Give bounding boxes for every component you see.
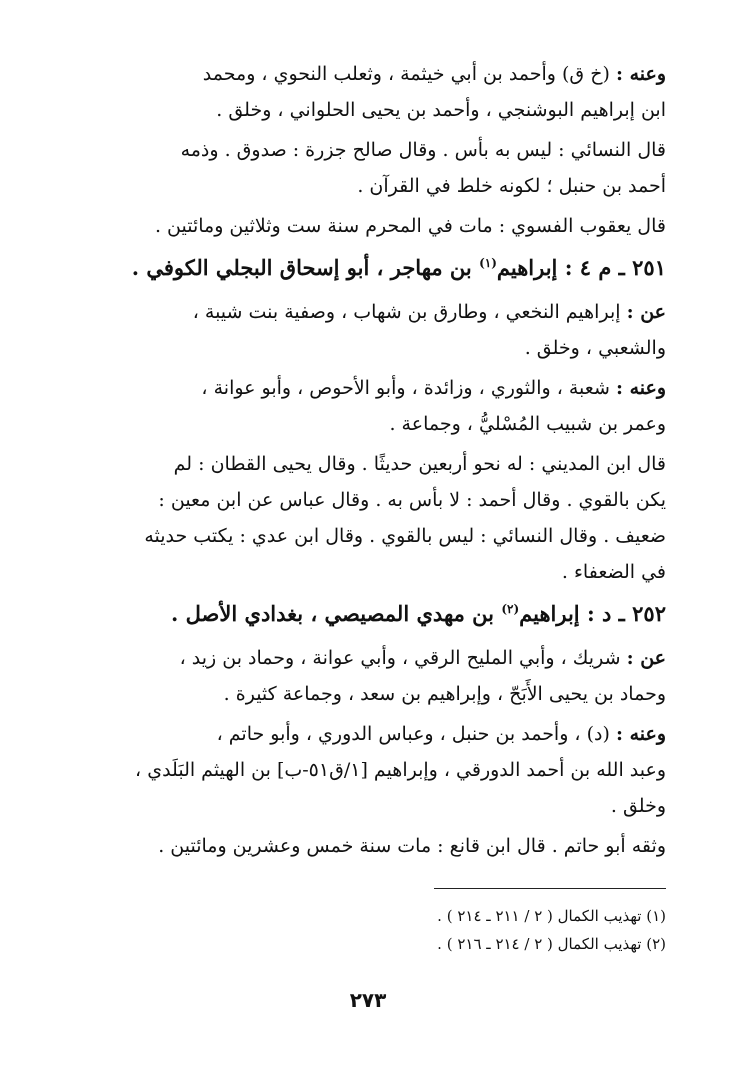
heading-text: ٢٥١ ـ م ٤ : إبراهيم bbox=[496, 255, 666, 280]
text-line: قال النسائي : ليس به بأس . وقال صالح جزرة : صدوق . وذمه bbox=[180, 139, 666, 161]
text-line: وثقه أبو حاتم . قال ابن قانع : مات سنة خمس وعشرين ومائتين . bbox=[158, 835, 666, 857]
entry-death bbox=[88, 208, 666, 244]
text-line: يكن بالقوي . وقال أحمد : لا بأس به . وقال عباس عن ابن معين : bbox=[158, 489, 666, 511]
entry-grading bbox=[88, 828, 666, 864]
entry-heading-252 bbox=[88, 594, 666, 634]
footnote-separator bbox=[434, 888, 666, 889]
text-line bbox=[88, 716, 666, 752]
text-line bbox=[88, 294, 666, 330]
text-line bbox=[88, 640, 666, 676]
heading-text: بن مهدي المصيصي ، بغدادي الأصل . bbox=[171, 601, 502, 626]
text-line: ابن إبراهيم البوشنجي ، وأحمد بن يحيى الحلواني ، وخلق . bbox=[216, 99, 666, 121]
text-line: وعمر بن شبيب المُسْليُّ ، وجماعة . bbox=[389, 413, 666, 435]
entry-grading bbox=[88, 132, 666, 204]
heading-text: بن مهاجر ، أبو إسحاق البجلي الكوفي . bbox=[131, 255, 480, 280]
teachers-label: عن : bbox=[626, 647, 666, 669]
text-line: وحماد بن يحيى الأَبَحّ ، وإبراهيم بن سعد ، وجماعة كثيرة . bbox=[223, 683, 666, 705]
footnote: (١) تهذيب الكمال ( ٢ / ٢١١ ـ ٢١٤ ) . bbox=[437, 907, 666, 925]
students-text: شعبة ، والثوري ، وزائدة ، وأبو الأحوص ، وأبو عوانة ، bbox=[201, 377, 610, 399]
text-line: قال ابن المديني : له نحو أربعين حديثًا . وقال يحيى القطان : لم bbox=[173, 453, 666, 475]
page-body bbox=[88, 56, 666, 868]
teachers-text: شريك ، وأبي المليح الرقي ، وأبي عوانة ، وحماد بن زيد ، bbox=[179, 647, 621, 669]
text-line: ضعيف . وقال النسائي : ليس بالقوي . وقال ابن عدي : يكتب حديثه bbox=[144, 525, 666, 547]
students-text: (خ ق) وأحمد بن أبي خيثمة ، وثعلب النحوي ، ومحمد bbox=[202, 63, 610, 85]
text-line: والشعبي ، وخلق . bbox=[524, 337, 666, 359]
students-label: وعنه : bbox=[615, 63, 666, 85]
footnote-ref: (٢) bbox=[501, 602, 520, 616]
text-line bbox=[88, 370, 666, 406]
students-label: وعنه : bbox=[615, 377, 666, 399]
entry-students bbox=[88, 716, 666, 824]
text-line: وخلق . bbox=[610, 795, 666, 817]
footnote: (٢) تهذيب الكمال ( ٢ / ٢١٤ ـ ٢١٦ ) . bbox=[437, 935, 666, 953]
entry-teachers bbox=[88, 640, 666, 712]
entry-heading-251 bbox=[88, 248, 666, 288]
heading-text: ٢٥٢ ـ د : إبراهيم bbox=[519, 601, 666, 626]
text-line: في الضعفاء . bbox=[561, 561, 666, 583]
entry-grading bbox=[88, 446, 666, 590]
teachers-label: عن : bbox=[626, 301, 666, 323]
text-line: أحمد بن حنبل ؛ لكونه خلط في القرآن . bbox=[357, 175, 666, 197]
page-number: ٢٧٣ bbox=[349, 988, 387, 1012]
students-label: وعنه : bbox=[615, 723, 666, 745]
students-text: (د) ، وأحمد بن حنبل ، وعباس الدوري ، وأبو حاتم ، bbox=[216, 723, 610, 745]
text-line: قال يعقوب الفسوي : مات في المحرم سنة ست وثلاثين ومائتين . bbox=[154, 215, 666, 237]
entry-students bbox=[88, 56, 666, 128]
teachers-text: إبراهيم النخعي ، وطارق بن شهاب ، وصفية بنت شيبة ، bbox=[192, 301, 621, 323]
entry-students bbox=[88, 370, 666, 442]
text-line: وعبد الله بن أحمد الدورقي ، وإبراهيم [١/ق٥١-ب] بن الهيثم البَلَدي ، bbox=[135, 759, 666, 781]
text-line bbox=[88, 56, 666, 92]
entry-teachers bbox=[88, 294, 666, 366]
footnotes bbox=[88, 888, 666, 958]
footnote-ref: (١) bbox=[479, 256, 497, 270]
